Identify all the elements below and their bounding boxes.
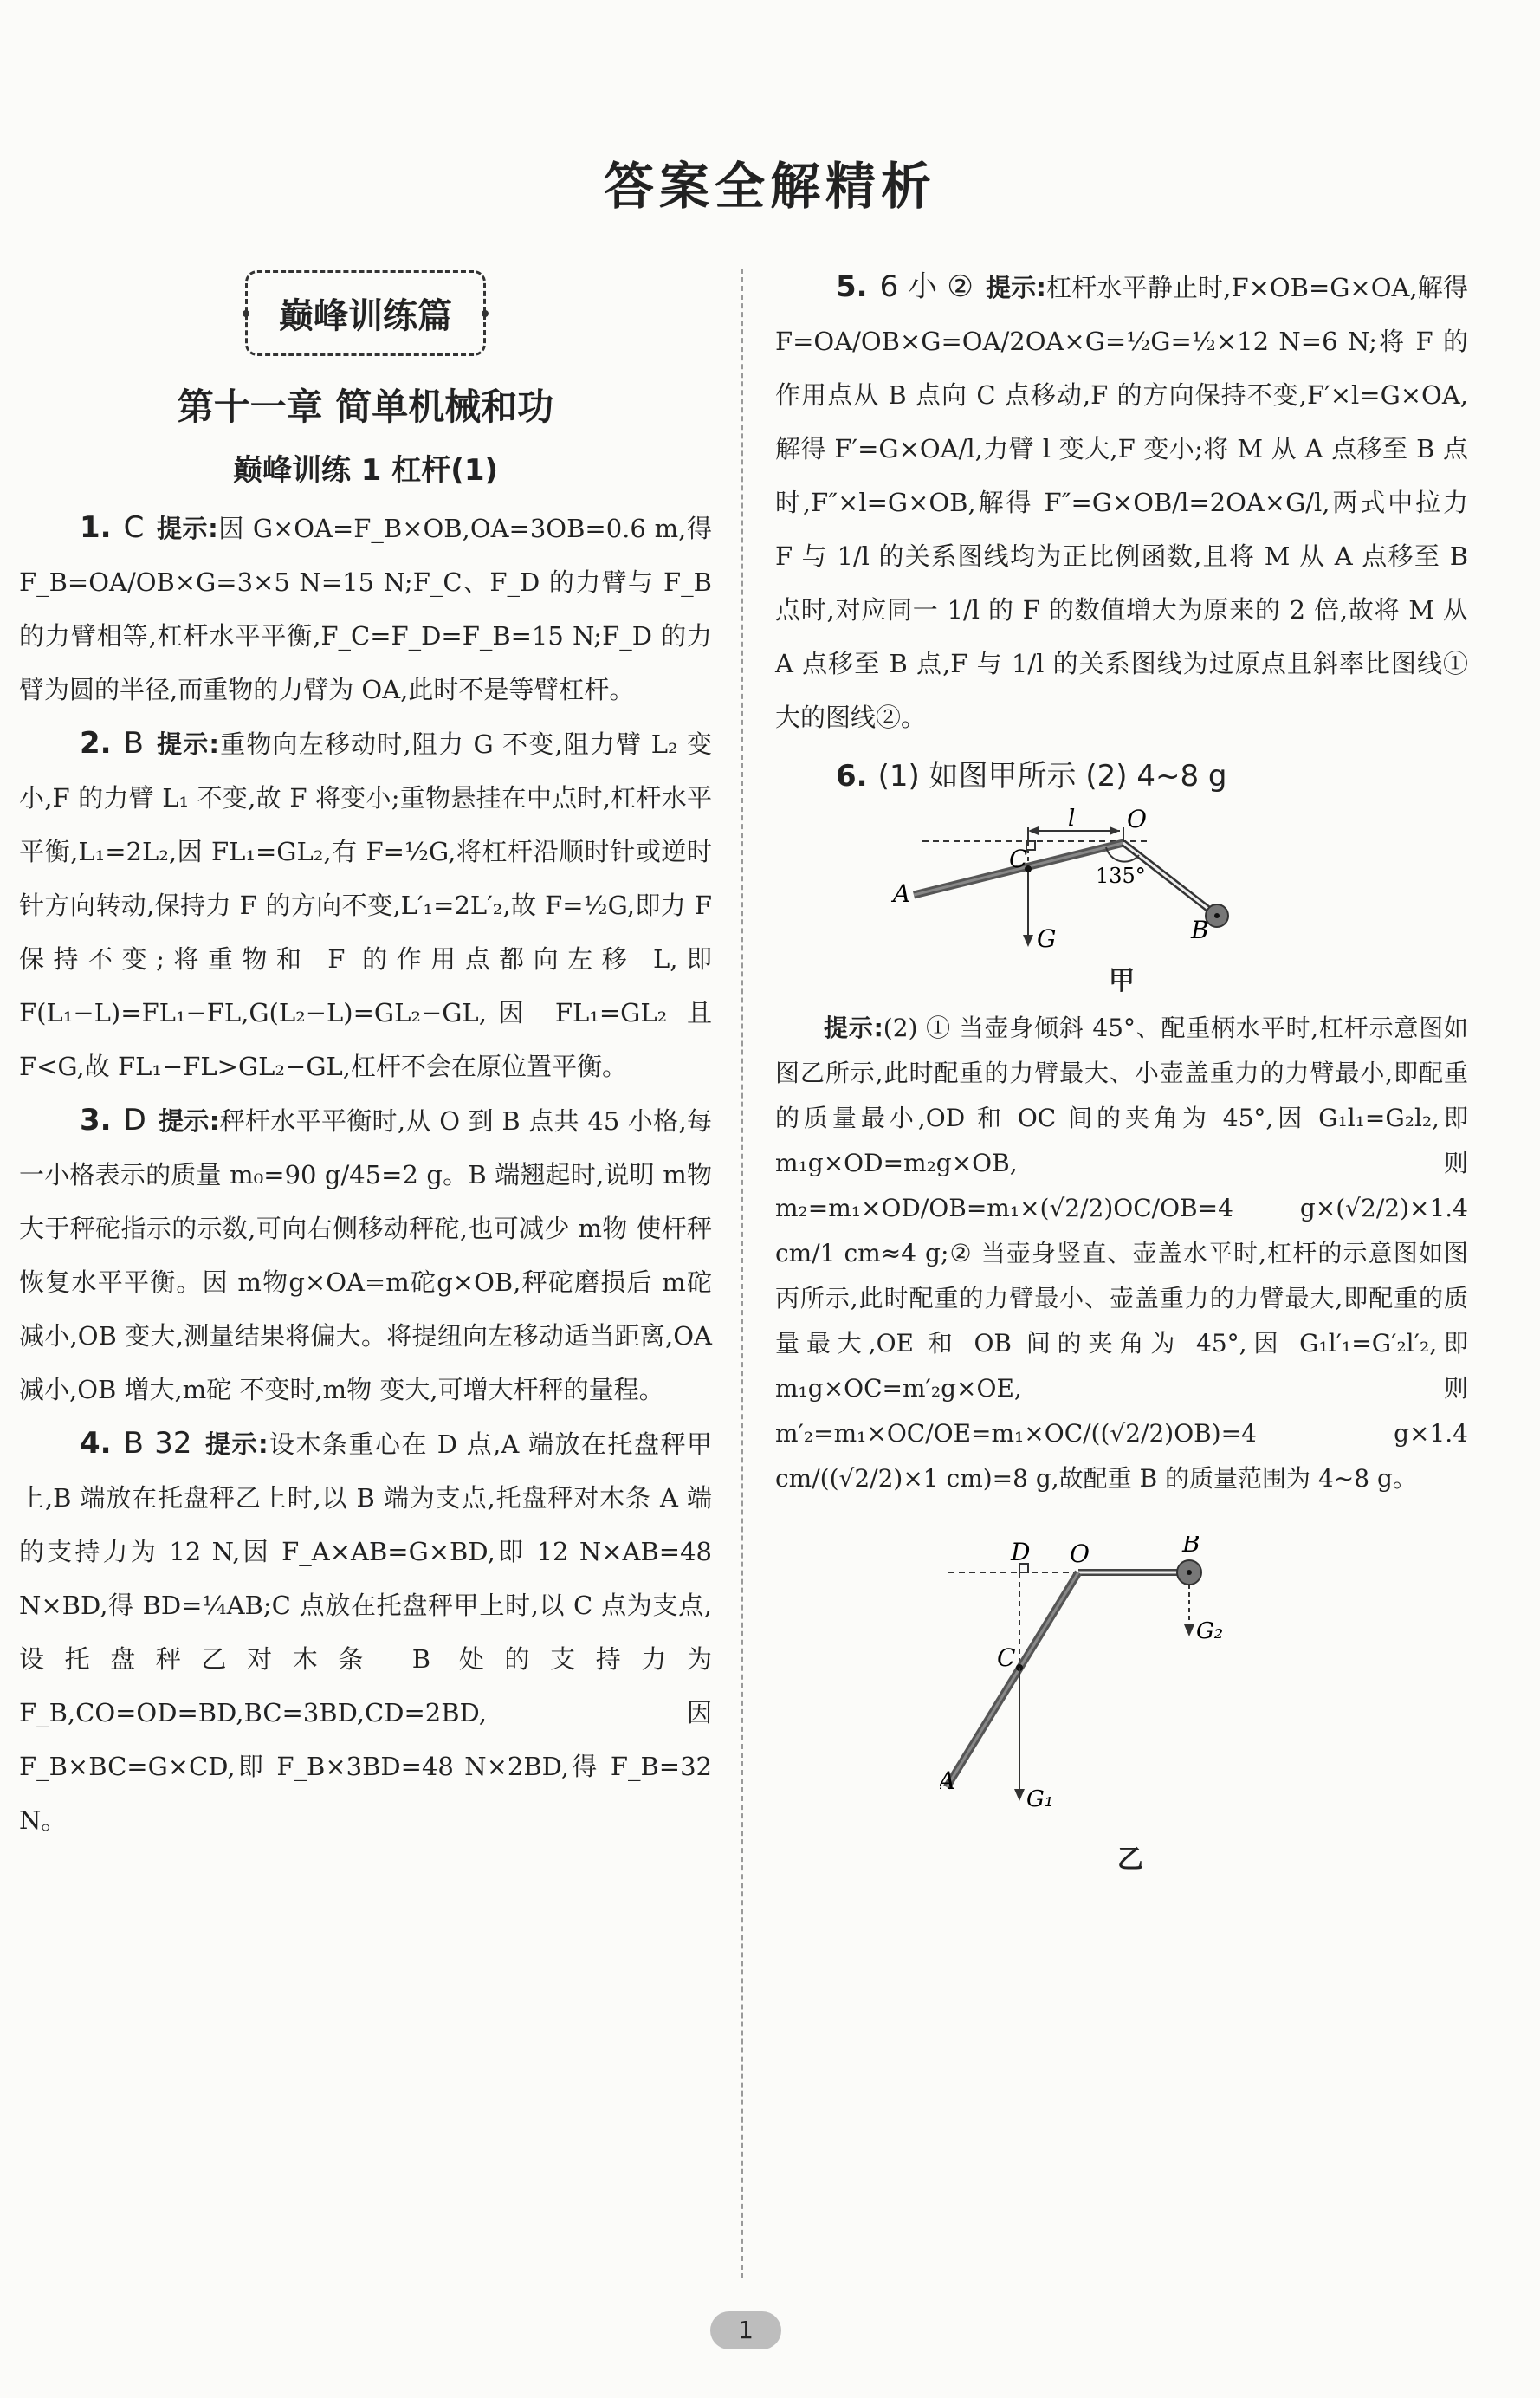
- answer: D: [123, 1103, 146, 1137]
- question-6: [775, 749, 1468, 803]
- label-D: D: [1011, 1538, 1031, 1566]
- label-l: l: [1068, 808, 1076, 832]
- question-5: [775, 260, 1468, 744]
- question-2: [19, 716, 712, 1093]
- page-title: 答案全解精析: [603, 157, 936, 216]
- figure-jia: [888, 808, 1468, 997]
- label-G1: G₁: [1026, 1786, 1054, 1812]
- label-A: A: [893, 879, 911, 908]
- label-A: A: [940, 1766, 956, 1795]
- question-number: 2.: [80, 726, 112, 761]
- page-number: 1: [710, 2311, 781, 2349]
- hint-label: 提示:: [156, 514, 218, 543]
- label-B: B: [1191, 916, 1209, 944]
- hint-text: 杠杆水平静止时,F×OB=G×OA,解得 F=OA/OB×G=OA/2OA×G=½G=½×12 N=6 N;将 F 的作用点从 B 点向 C 点移动,F 的方向保持不变,F′×l=G×OA,解得 F′=G×OA/l,力臂 l 变大,F 变小;将 M 从 A 点移至 B 点时,F″×l=G×OB,解得 F″=G×OB/l=2OA×G/l,两式中拉力 F 与 1/l 的关系图线均为正比例函数,且将 M 从 A 点移至 B 点时,对应同一 1/l 的 F 的数值增大为原来的 2 倍,故将 M 从 A 点移至 B 点,F 与 1/l 的关系图线为过原点且斜率比图线①大的图线②。: [775, 273, 1468, 732]
- label-C: C: [1009, 845, 1028, 873]
- lever-diagram-yi: [940, 1536, 1321, 1822]
- hint-label: 提示:: [155, 729, 220, 759]
- label-B: B: [1182, 1536, 1200, 1558]
- hint-text: 设木条重心在 D 点,A 端放在托盘秤甲上,B 端放在托盘秤乙上时,以 B 端为支点,托盘秤对木条 A 端的支持力为 12 N,因 F_A×AB=G×BD,即 12 N×AB=48 N×BD,得 BD=¼AB;C 点放在托盘秤甲上时,以 C 点为支点,设托盘秤乙对木条 B 处的支持力为 F_B,CO=OD=BD,BC=3BD,CD=2BD,因 F_B×BC=G×CD,即 F_B×3BD=48 N×2BD,得 F_B=32 N。: [19, 1429, 712, 1835]
- question-number: 5.: [836, 269, 868, 304]
- section-badge: 巅峰训练篇: [245, 270, 486, 356]
- right-column: [775, 260, 1468, 1876]
- answer: B: [123, 726, 144, 761]
- lever-diagram-jia: [888, 808, 1356, 956]
- hint-text: 秤杆水平平衡时,从 O 到 B 点共 45 小格,每一小格表示的质量 m₀=90 g/45=2 g。B 端翘起时,说明 m物 大于秤砣指示的示数,可向右侧移动秤砣,也可减少 m物 使杆秤恢复水平平衡。因 m物g×OA=m砣g×OB,秤砣磨损后 m砣 减小,OB 变大,测量结果将偏大。将提纽向左移动适当距离,OA 减小,OB 增大,m砣 不变时,m物 变大,可增大杆秤的量程。: [19, 1106, 712, 1404]
- answer: 6 小 ②: [879, 269, 974, 304]
- hint-label: 提示:: [985, 273, 1046, 302]
- section-heading: 巅峰训练 1 杠杆(1): [232, 453, 499, 488]
- label-O: O: [1127, 808, 1147, 833]
- question-number: 6.: [836, 759, 868, 794]
- hint-text: (2) ① 当壶身倾斜 45°、配重柄水平时,杠杆示意图如图乙所示,此时配重的力臂最大、小壶盖重力的力臂最小,即配重的质量最小,OD 和 OC 间的夹角为 45°,因 G₁l₁=G₂l₂,即 m₁g×OD=m₂g×OB,则 m₂=m₁×OD/OB=m₁×(√2/2)OC/OB=4 g×(√2/2)×1.4 cm/1 cm≈4 g;② 当壶身竖直、壶盖水平时,杠杆的示意图如图丙所示,此时配重的力臂最小、壶盖重力的力臂最大,即配重的质量最大,OE 和 OB 间的夹角为 45°,因 G₁l′₁=G′₂l′₂,即 m₁g×OC=m′₂g×OE,则 m′₂=m₁×OC/OE=m₁×OC/((√2/2)OB)=4 g×1.4 cm/((√2/2)×1 cm)=8 g,故配重 B 的质量范围为 4~8 g。: [775, 1014, 1468, 1493]
- column-divider: [741, 269, 743, 2278]
- question-6-hint: [775, 1006, 1468, 1501]
- question-3: [19, 1093, 712, 1416]
- caption-yi: 乙: [1117, 1844, 1143, 1875]
- chapter-heading: 第十一章 简单机械和功: [177, 386, 554, 428]
- label-G: G: [1037, 924, 1057, 953]
- hint-text: 因 G×OA=F_B×OB,OA=3OB=0.6 m,得 F_B=OA/OB×G=3×5 N=15 N;F_C、F_D 的力臂与 F_B 的力臂相等,杠杆水平平衡,F_C=F_D=F_B=15 N;F_D 的力臂为圆的半径,而重物的力臂为 OA,此时不是等臂杠杆。: [19, 514, 712, 704]
- question-number: 3.: [80, 1103, 112, 1137]
- answer: B 32: [123, 1426, 192, 1461]
- hint-text: 重物向左移动时,阻力 G 不变,阻力臂 L₂ 变小,F 的力臂 L₁ 不变,故 F 将变小;重物悬挂在中点时,杠杆水平平衡,L₁=2L₂,因 FL₁=GL₂,有 F=½G,将杠杆沿顺时针或逆时针方向转动,保持力 F 的方向不变,L′₁=2L′₂,故 F=½G,即力 F 保持不变;将重物和 F 的作用点都向左移 L,即 F(L₁−L)=FL₁−FL,G(L₂−L)=GL₂−GL,因 FL₁=GL₂ 且 F<G,故 FL₁−FL>GL₂−GL,杠杆不会在原位置平衡。: [19, 729, 712, 1081]
- left-column: [19, 260, 712, 1847]
- question-4: [19, 1416, 712, 1847]
- label-O: O: [1070, 1539, 1090, 1568]
- answer: C: [123, 510, 145, 545]
- figure-yi: [940, 1536, 1468, 1876]
- question-1: [19, 501, 712, 716]
- label-G2: G₂: [1196, 1618, 1224, 1644]
- label-C: C: [997, 1643, 1016, 1672]
- hint-label: 提示:: [204, 1429, 269, 1459]
- hint-label: 提示:: [824, 1014, 883, 1042]
- question-number: 1.: [80, 510, 112, 545]
- label-angle: 135°: [1096, 864, 1146, 888]
- question-number: 4.: [80, 1426, 112, 1461]
- hint-label: 提示:: [158, 1106, 220, 1136]
- answer: (1) 如图甲所示 (2) 4~8 g: [877, 759, 1227, 794]
- caption-jia: 甲: [1109, 966, 1135, 996]
